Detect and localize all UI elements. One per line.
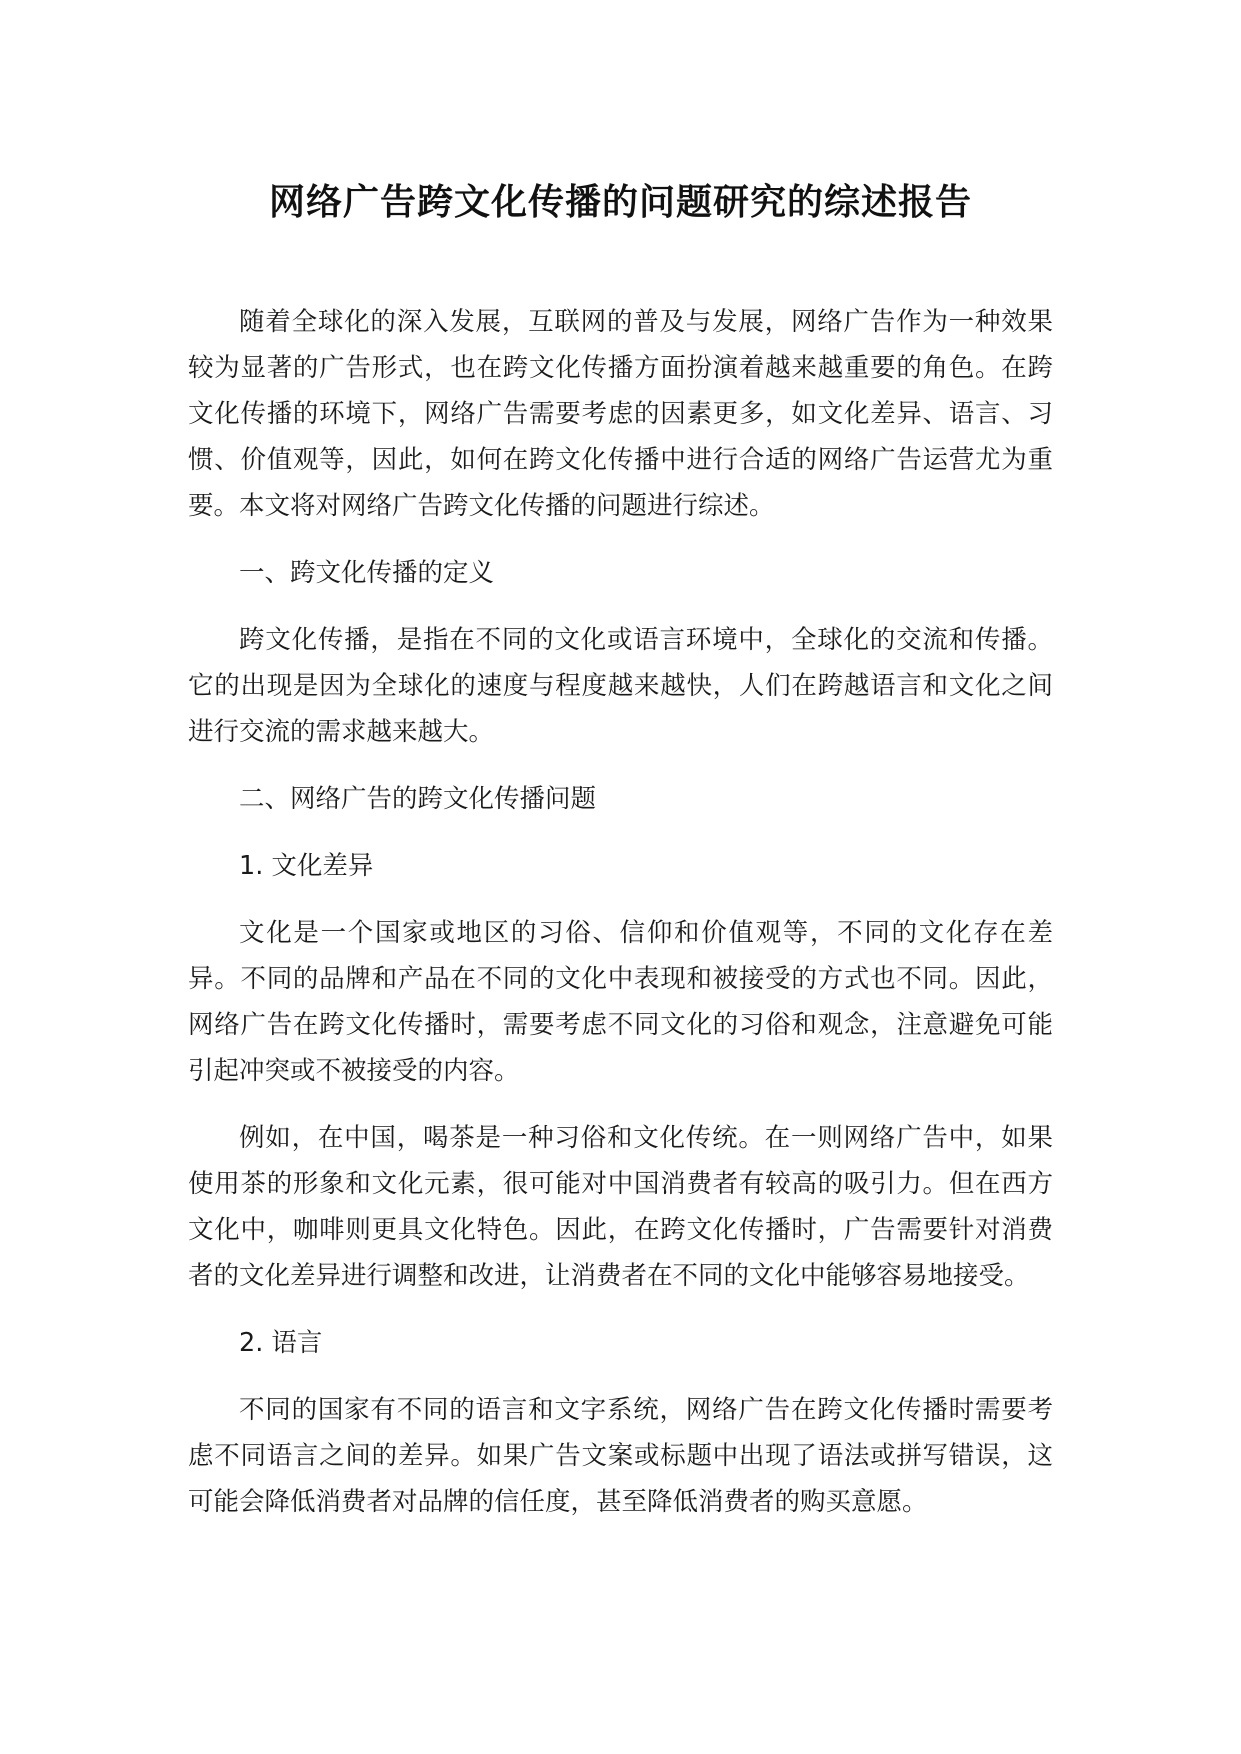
subsection-1-heading: 1. 文化差异	[239, 851, 374, 881]
section-1-paragraph: 跨文化传播，是指在不同的文化或语言环境中，全球化的交流和传播。它的出现是因为全球化的速度与程度越来越快，人们在跨越语言和文化之间进行交流的需求越来越大。	[188, 625, 1053, 747]
section-2-heading: 二、网络广告的跨文化传播问题	[239, 784, 597, 814]
section-1-heading: 一、跨文化传播的定义	[239, 558, 495, 588]
document-body	[188, 299, 1053, 1525]
subsection-2-heading: 2. 语言	[239, 1328, 323, 1358]
subsection-1-paragraph-2: 例如，在中国，喝茶是一种习俗和文化传统。在一则网络广告中，如果使用茶的形象和文化元素，很可能对中国消费者有较高的吸引力。但在西方文化中，咖啡则更具文化特色。因此，在跨文化传播时，广告需要针对消费者的文化差异进行调整和改进，让消费者在不同的文化中能够容易地接受。	[188, 1123, 1053, 1291]
document-title: 网络广告跨文化传播的问题研究的综述报告	[268, 182, 972, 223]
subsection-2-paragraph-1: 不同的国家有不同的语言和文字系统，网络广告在跨文化传播时需要考虑不同语言之间的差异。如果广告文案或标题中出现了语法或拼写错误，这可能会降低消费者对品牌的信任度，甚至降低消费者的购买意愿。	[188, 1395, 1053, 1517]
intro-paragraph: 随着全球化的深入发展，互联网的普及与发展，网络广告作为一种效果较为显著的广告形式，也在跨文化传播方面扮演着越来越重要的角色。在跨文化传播的环境下，网络广告需要考虑的因素更多，如文化差异、语言、习惯、价值观等，因此，如何在跨文化传播中进行合适的网络广告运营尤为重要。本文将对网络广告跨文化传播的问题进行综述。	[188, 307, 1053, 521]
subsection-1-paragraph-1: 文化是一个国家或地区的习俗、信仰和价值观等，不同的文化存在差异。不同的品牌和产品在不同的文化中表现和被接受的方式也不同。因此，网络广告在跨文化传播时，需要考虑不同文化的习俗和观念，注意避免可能引起冲突或不被接受的内容。	[188, 918, 1053, 1086]
